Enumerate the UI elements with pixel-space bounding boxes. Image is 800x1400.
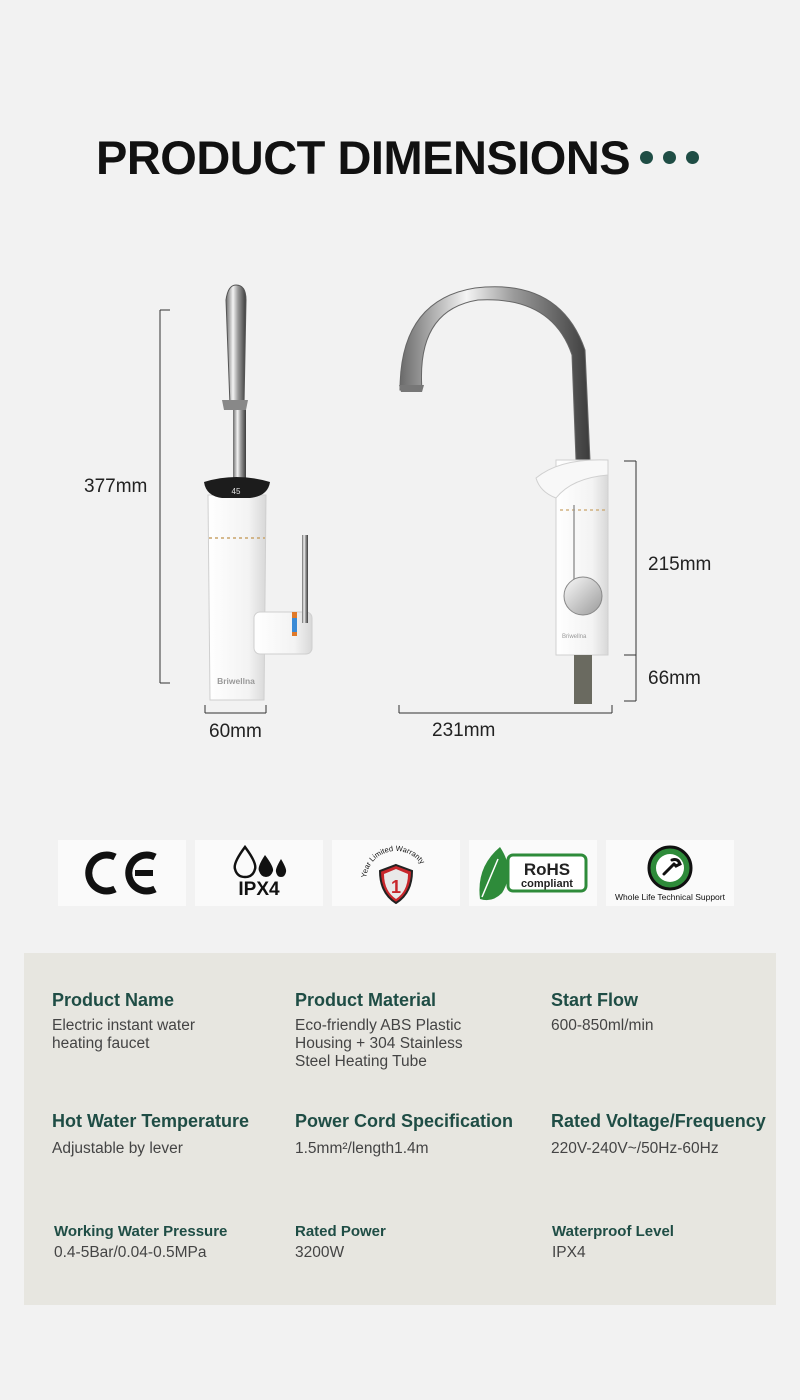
spec-value: 220V-240V~/50Hz-60Hz	[551, 1140, 719, 1157]
brand-mark: Briwellna	[562, 634, 587, 640]
spec-value: 0.4-5Bar/0.04-0.5MPa	[54, 1244, 207, 1261]
brand-logo: Briwellna	[217, 676, 255, 686]
spec-title: Waterproof Level	[552, 1223, 674, 1240]
dimension-body-width: 60mm	[209, 721, 262, 742]
spec-title: Rated Voltage/Frequency	[551, 1111, 766, 1131]
spec-value: Eco-friendly ABS Plastic Housing + 304 Stainless Steel Heating Tube	[295, 1017, 463, 1070]
rohs-title: RoHS	[523, 860, 571, 879]
certification-badges	[58, 840, 734, 906]
ce-badge	[58, 840, 186, 906]
spec-title: Product Material	[295, 990, 437, 1010]
spec-rated-power	[295, 1223, 525, 1262]
spec-title: Start Flow	[551, 990, 639, 1010]
spec-value: 600-850ml/min	[551, 1017, 654, 1034]
spec-hot-water-temperature	[52, 1111, 282, 1158]
spec-product-name	[52, 990, 272, 1053]
faucet-front-view	[399, 287, 608, 704]
dimension-tube-length: 66mm	[648, 668, 701, 689]
ipx4-badge	[195, 840, 323, 906]
spec-rated-voltage	[551, 1111, 771, 1158]
warranty-arc-text: Year Limited Warranty	[359, 843, 427, 879]
dimension-body-height: 215mm	[648, 554, 712, 575]
faucet-side-view	[204, 285, 312, 700]
warranty-badge	[332, 840, 460, 906]
spec-title: Product Name	[52, 990, 175, 1010]
spec-title: Power Cord Specification	[295, 1111, 514, 1131]
ipx4-label: IPX4	[238, 879, 280, 900]
dimension-total-height: 377mm	[84, 476, 148, 497]
water-drops-icon	[229, 845, 289, 879]
ce-mark-icon	[79, 843, 165, 903]
spec-title: Hot Water Temperature	[52, 1111, 250, 1131]
page-title: PRODUCT DIMENSIONS	[96, 131, 631, 184]
rohs-subtitle: compliant	[521, 878, 573, 890]
wrench-support-icon	[646, 844, 694, 892]
spec-power-cord	[295, 1111, 545, 1158]
spec-panel	[24, 953, 776, 1305]
spec-value: IPX4	[552, 1244, 586, 1261]
support-label: Whole Life Technical Support	[615, 892, 725, 902]
spec-working-pressure	[54, 1223, 284, 1262]
spec-title: Rated Power	[295, 1223, 386, 1240]
dimension-reach: 231mm	[432, 720, 496, 741]
warranty-shield-icon	[346, 841, 446, 905]
spec-start-flow	[551, 990, 761, 1035]
display-readout: 45	[231, 487, 241, 496]
spec-product-material	[295, 990, 525, 1071]
spec-waterproof-level	[552, 1223, 762, 1262]
spec-value: 1.5mm²/length1.4m	[295, 1140, 429, 1157]
rohs-leaf-icon	[474, 841, 592, 905]
spec-title: Working Water Pressure	[54, 1223, 228, 1240]
support-badge	[606, 840, 734, 906]
spec-value: 3200W	[295, 1244, 345, 1261]
warranty-number: 1	[390, 877, 402, 897]
spec-value: Electric instant water heating faucet	[52, 1017, 195, 1052]
spec-value: Adjustable by lever	[52, 1140, 183, 1157]
rohs-badge	[469, 840, 597, 906]
